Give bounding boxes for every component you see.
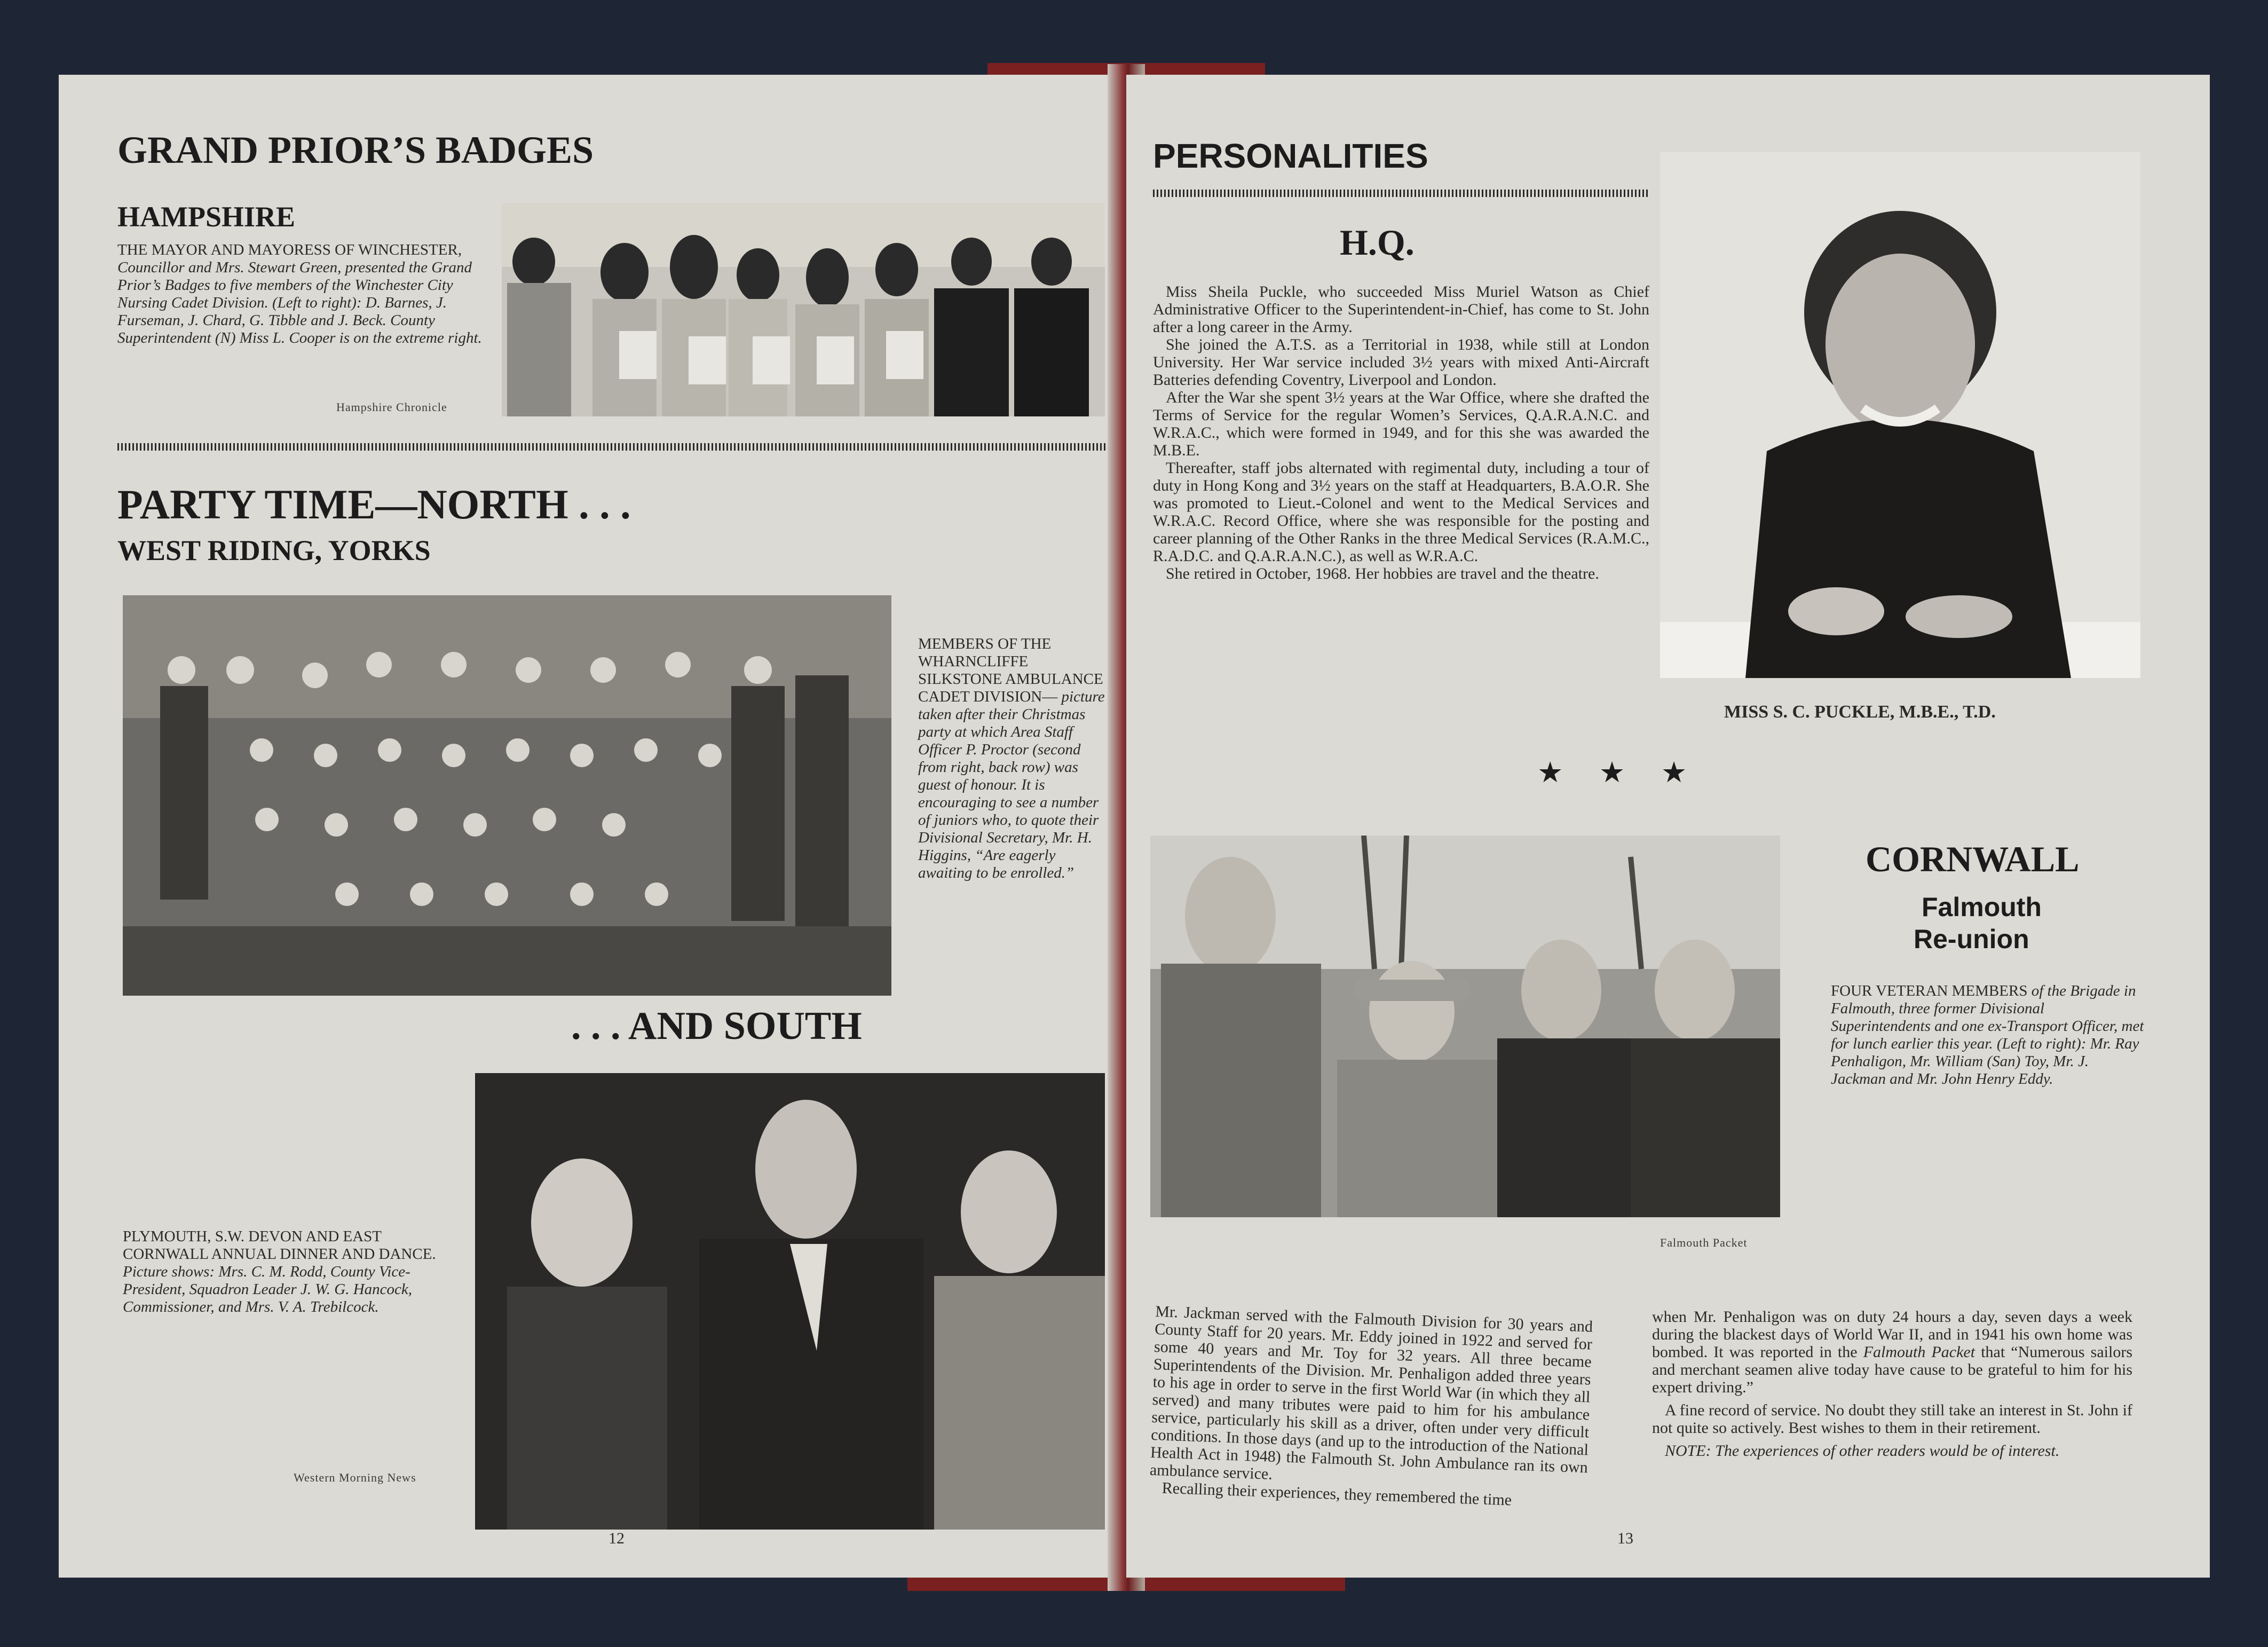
falmouth-note: NOTE: The experiences of other readers would be of interest.	[1665, 1442, 2060, 1460]
page-title-personalities: PERSONALITIES	[1153, 137, 1428, 175]
miss-puckle-portrait	[1660, 152, 2140, 678]
falmouth-caption	[1831, 982, 2146, 1088]
heading-and-south: . . . AND SOUTH	[571, 1004, 862, 1048]
hampshire-caption-upper: THE MAYOR AND MAYORESS OF WINCHESTER,	[117, 241, 462, 258]
hampshire-caption	[117, 241, 502, 347]
falmouth-credit: Falmouth Packet	[1660, 1236, 1748, 1249]
falmouth-article-col2	[1652, 1308, 2132, 1460]
plymouth-credit: Western Morning News	[294, 1471, 416, 1484]
wharncliffe-caption-upper: MEMBERS OF THE WHARNCLIFFE SILKSTONE AMBULANCE CADET DIVISION—	[918, 635, 1103, 705]
page-number-right: 13	[1617, 1530, 1633, 1547]
subheading-west-riding: WEST RIDING, YORKS	[117, 534, 431, 566]
hq-paragraph: After the War she spent 3½ years at the War Office, where she drafted the Terms of Service for the regular Women’s Services, Q.A.R.A.N.C. and W.R.A.C., which were formed in 1949, and for this she was awarded the M.B.E.	[1153, 389, 1649, 459]
col2-text-start: when Mr. Penhaligon was on duty 24 hours a day, seven days a week during the blackest days of World War II, and in 1941 his own home was bombed. It was reported in the	[1652, 1308, 2132, 1361]
falmouth-veterans-photo	[1150, 836, 1780, 1217]
heading-cornwall: CORNWALL	[1866, 839, 2080, 879]
hq-paragraph: She retired in October, 1968. Her hobbies are travel and the theatre.	[1166, 565, 1599, 582]
falmouth-packet-ref: Falmouth Packet	[1863, 1343, 1975, 1361]
wharncliffe-caption	[918, 635, 1110, 882]
heading-hq: H.Q.	[1340, 222, 1414, 263]
falmouth-caption-upper: FOUR VETERAN MEMBERS	[1831, 982, 2028, 999]
right-page	[1126, 75, 2210, 1578]
hampshire-cadets-photo	[502, 203, 1105, 416]
subheading-reunion: Re-union	[1914, 924, 2029, 954]
hq-paragraph: Miss Sheila Puckle, who succeeded Miss Muriel Watson as Chief Administrative Officer to the Superintendent-in-Chief, has come to St. John after a long career in the Army.	[1153, 283, 1649, 336]
falmouth-col2-paragraph: A fine record of service. No doubt they still take an interest in St. John if not quite so actively. Best wishes to them in their retirement.	[1652, 1401, 2132, 1437]
falmouth-caption-italic: of the Brigade in Falmouth, three former Divisional Superintendents and one ex-Transport Officer, met for lunch earlier this year. (Left to right): Mr. Ray Penhaligon, Mr. William (San) Toy, Mr. J. Jackman and Mr. John Henry Eddy.	[1831, 982, 2144, 1088]
hq-article	[1153, 283, 1649, 582]
page-number-left: 12	[609, 1530, 625, 1547]
puckle-portrait-caption: MISS S. C. PUCKLE, M.B.E., T.D.	[1724, 702, 1996, 722]
col2-text-end: that “Numerous sailors and merchant seamen alive today have cause to be grateful to him for his expert driving.”	[1652, 1343, 2133, 1396]
star-separator: ★ ★ ★	[1537, 756, 1687, 789]
divider-rule	[117, 443, 1108, 451]
plymouth-dinner-photo	[475, 1073, 1105, 1530]
falmouth-col1-paragraph: Recalling their experiences, they remembered the time	[1161, 1479, 1512, 1509]
falmouth-col1-paragraph: Mr. Jackman served with the Falmouth Division for 30 years and County Staff for 20 years. Mr. Eddy joined in 1922 and served for some 40 years and Mr. Toy for 32 years. All three became Superintendents of the Division. Mr. Penhaligon added three years to his age in order to serve in the first World War (in which they all served) and many tributes were paid to him for his ambulance service, particularly his skill as a driver, often under very difficult conditions. In those days (and up to the introduction of the National Health Act in 1948) the Falmouth St. John Ambulance ran its own ambulance service.	[1149, 1303, 1593, 1483]
plymouth-caption	[123, 1228, 454, 1316]
wharncliffe-caption-italic: picture taken after their Christmas party at which Area Staff Officer P. Proctor (second from right, back row) was guest of honour. It is encouraging to see a number of juniors who, to quote their Divisional Secretary, Mr. H. Higgins, “Are eagerly awaiting to be enrolled.”	[918, 688, 1105, 881]
falmouth-article-col1	[1149, 1303, 1593, 1511]
heading-party-time: PARTY TIME—NORTH . . .	[117, 481, 631, 527]
hq-paragraph: She joined the A.T.S. as a Territorial in 1938, while still at London University. Her War service included 3½ years with mixed Anti-Aircraft Batteries defending Coventry, Liverpool and London.	[1153, 336, 1649, 389]
hampshire-caption-italic: Councillor and Mrs. Stewart Green, presented the Grand Prior’s Badges to five members of the Winchester City Nursing Cadet Division. (Left to right): D. Barnes, J. Furseman, J. Chard, G. Tibble and J. Beck. County Superintendent (N) Miss L. Cooper is on the extreme right.	[117, 259, 482, 346]
plymouth-caption-italic: Picture shows: Mrs. C. M. Rodd, County Vice-President, Squadron Leader J. W. G. Hancock, Commissioner, and Mrs. V. A. Trebilcock.	[123, 1263, 413, 1315]
left-page	[59, 75, 1121, 1578]
personalities-rule	[1153, 190, 1649, 197]
hampshire-credit: Hampshire Chronicle	[336, 400, 447, 414]
wharncliffe-cadets-photo	[123, 595, 891, 996]
subheading-falmouth: Falmouth	[1922, 892, 2042, 922]
hq-paragraph: Thereafter, staff jobs alternated with regimental duty, including a tour of duty in Hong Kong and 3½ years on the staff at Headquarters, B.A.O.R. She was promoted to Lieut.-Colonel and went to the Medical Services and W.R.A.C. Record Office, where she was responsible for the posting and career planning of the Other Ranks in the three Medical Services (R.A.M.C., R.A.D.C. and Q.A.R.A.N.C.), as well as W.R.A.C.	[1153, 459, 1649, 565]
page-title-grand-prior: GRAND PRIOR’S BADGES	[117, 129, 594, 171]
falmouth-col2-paragraph	[1652, 1308, 2132, 1396]
plymouth-caption-upper: PLYMOUTH, S.W. DEVON AND EAST CORNWALL ANNUAL DINNER AND DANCE.	[123, 1228, 436, 1263]
heading-hampshire: HAMPSHIRE	[117, 201, 296, 233]
